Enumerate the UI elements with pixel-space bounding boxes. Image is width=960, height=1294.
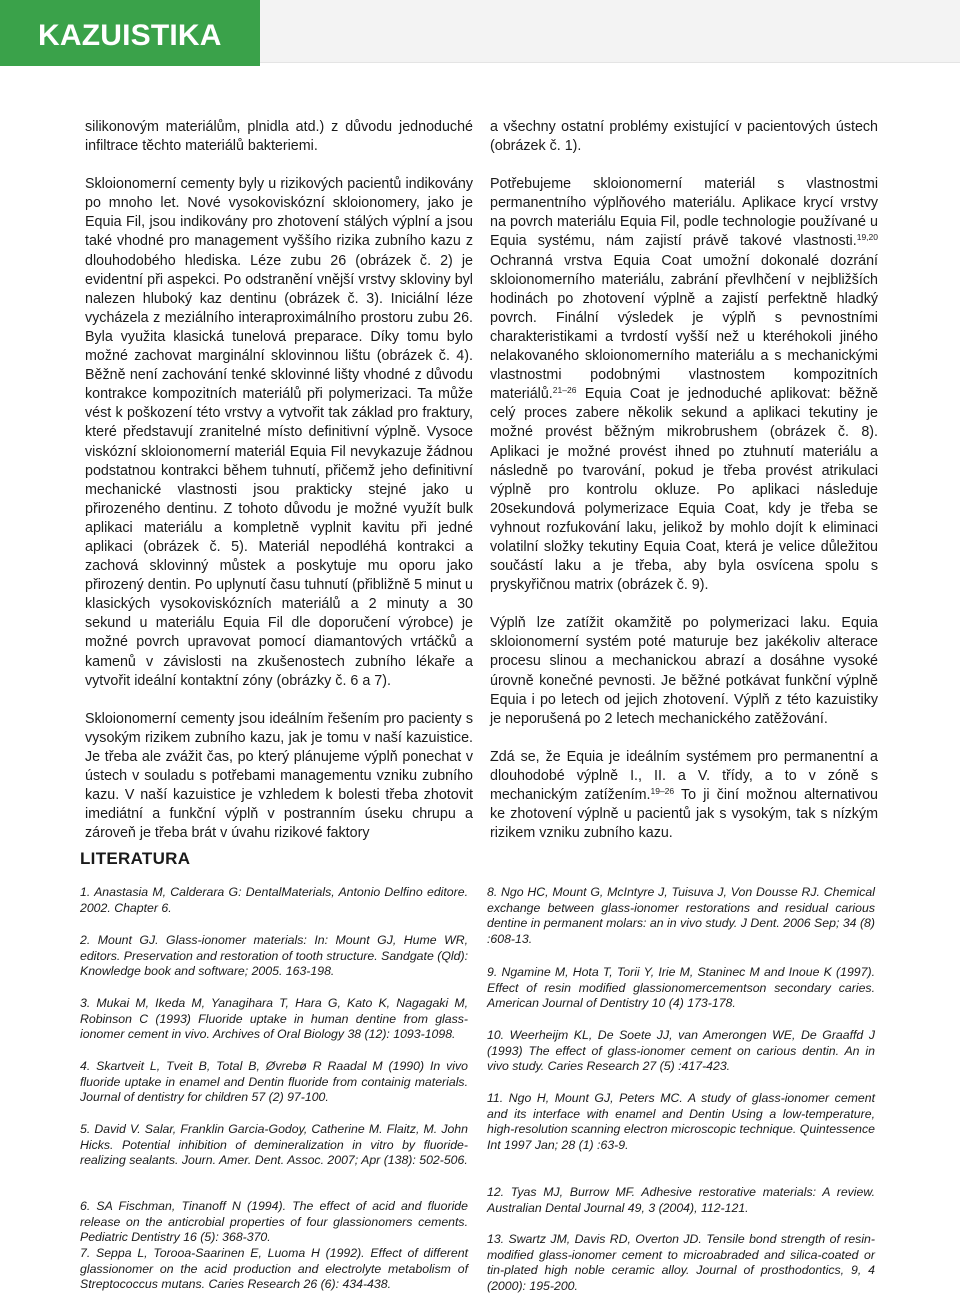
paragraph: silikonovým materiálům, plnidla atd.) z důvodu jednoduché infiltrace těchto materiálů bakteriemi.: [85, 119, 473, 155]
reference-item: 2. Mount GJ. Glass-ionomer materials: In: Mount GJ, Hume WR, editors. Preservation and restoration of tooth structure. Sandgate (Qld): Knowledge book and software; 2005. 163-198.: [80, 933, 468, 979]
citation-superscript: 19,20: [856, 232, 878, 243]
paragraph-text: Zdá se, že Equia je ideálním systémem pro permanentní a dlouhodobé výplně I., II. a V. třídy, a to v zóně s mechanickým zatížením.: [490, 748, 878, 803]
reference-item: 1. Anastasia M, Calderara G: DentalMaterials, Antonio Delfino editore. 2002. Chapter 6.: [80, 885, 468, 915]
paragraph: Skloionomerní cementy byly u rizikových pacientů indikovány po mnoho let. Nové vysokoviskózní skloionomery, jako je Equia Fil, jsou indikovány pro zhotovení stálých výplní a jsou také vhodné pro management vyššího rizika zubního kazu z dlouhodobého hlediska. Léze zubu 26 (obrázek č. 2) je evidentní při aspekci. Po odstranění vnější vrstvy skloviny byl nalezen hluboký kaz dentinu (obrázek č. 3). Iniciální léze vycházela z meziálního interaproximálního prostoru zubu 26. Byla využita klasická tunelová preparace. Díky tomu bylo možné zachovat marginální sklovinnou lištu (obrázek č. 4). Běžně není zachování tenké sklovinné lišty vhodné z důvodu kontrakce kompozitních materiálů při polymerizaci. Ta může vést k poškození této vrstvy a vytvořit tak základ pro fraktury, které představují zranitelné místo definitivní výplně. Vysoce viskózní skloionomerní materiál Equia Fil nevykazuje žádnou podstatnou kontrakci během tuhnutí, přičemž jeho definitivní mechanické vlastnosti jsou prakticky stejné jako u přirozeného dentinu. Z tohoto důvodu je možné využít bulk aplikaci materiálu a kompletně vyplnit kavitu při jedné aplikaci (obrázek č. 5). Materiál nepodléhá kontrakci a zachová sklovinný můstek a poskytuje mu oporu jako přirozený dentin. Po uplynutí času tuhnutí (přibližně 5 minut u klasických vysokoviskózních materiálů a 2 minuty a 30 sekund u materiálu Equia Fil dle doporučení výrobce) je možné povrch upravovat pomocí diamantových vrtáčků a kamenů v závislosti na zkušenostech zubního lékaře a vytvořit ideální kontaktní zóny (obrázky č. 6 a 7).: [85, 176, 473, 689]
right-column: [490, 118, 878, 843]
paragraph: [490, 748, 878, 843]
reference-item: 6. SA Fischman, Tinanoff N (1994). The effect of acid and fluoride release on the anticrobial properties of four glassionomers cements. Pediatric Dentistry 16 (5): 368-370.: [80, 1199, 468, 1245]
paragraph-text: Potřebujeme skloionomerní materiál s vlastnostmi permanentního výplňového materiálu. Aplikace krycí vrstvy na povrch materiálu Equia Fil, podle technologie používané u Equia systému, nám zajistí právě takové vlastnosti.: [490, 176, 878, 250]
page-title: KAZUISTIKA: [38, 19, 222, 52]
reference-item: 10. Weerheijm KL, De Soete JJ, van Amerongen WE, De Graaffd J (1993) The effect of glass-ionomer cement on carious dentin. An in vivo study. Caries Research 27 (5) :417-423.: [487, 1028, 875, 1074]
paragraph: [490, 175, 878, 595]
reference-item: 3. Mukai M, Ikeda M, Yanagihara T, Hara G, Kato K, Nagagaki M, Robinson C (1993) Fluoride uptake in human dentine from glass-ionomer cement in vivo. Archives of Oral Biology 38 (12): 1093-1098.: [80, 996, 468, 1042]
paragraph: a všechny ostatní problémy existující v pacientových ústech (obrázek č. 1).: [490, 119, 878, 155]
reference-item: 9. Ngamine M, Hota T, Torii Y, Irie M, Staninec M and Inoue K (1997). Effect of resin modified glassionomercementson secondary caries. American Journal of Dentistry 10 (4) 173-178.: [487, 965, 875, 1011]
paragraph-text: To ji činí možnou alternativou ke zhotovení výplně u pacientů jak s vysokým, tak s nízkým rizikem vzniku zubního kazu.: [490, 787, 878, 842]
citation-superscript: 19–26: [650, 786, 675, 796]
paragraph-text: Equia Coat je jednoduché aplikovat: běžně celý proces zabere několik sekund a aplikaci tekutiny je možné provést běžným mikrobrushem (obrázek č. 8). Aplikaci je možné provést ihned po ztuhnutí materiálu a následně po tvarování, pokud je třeba provést atrikulaci výplně pro kontrolu okluze. Po aplikaci následuje 20sekundová polymerizace Equia Coat, kdy je třeba se vyhnout rozfukování laku, jelikož by mohlo dojít k eliminaci volatilní složky tekutiny Equia Coat, která je velice důležitou součástí laku a je třeba, aby byla osvícena spolu s pryskyřičnou matrix (obrázek č. 9).: [490, 386, 878, 594]
reference-item: 11. Ngo H, Mount GJ, Peters MC. A study of glass-ionomer cement and its interface with enamel and Dentin Using a low-temperature, high-resolution scanning electron microscopic technique. Quintessence Int 1997 Jan; 28 (1) :63-9.: [487, 1091, 875, 1152]
reference-item: 8. Ngo HC, Mount G, McIntyre J, Tuisuva J, Von Dousse RJ. Chemical exchange between glass-ionomer restorations and residual carious dentine in permanent molars: an in vivo study. J Dent. 2006 Sep; 34 (8) :608-13.: [487, 885, 875, 946]
left-column: [85, 118, 473, 843]
reference-item: 7. Seppa L, Torooa-Saarinen E, Luoma H (1992). Effect of different glassionomer on the acid production and electrolyte metabolism of Streptococcus mutans. Caries Research 26 (6): 434-438.: [80, 1246, 468, 1292]
paragraph: Skloionomerní cementy jsou ideálním řešením pro pacienty s vysokým rizikem zubního kazu, jak je tomu v naší kazuistice. Je třeba ale zvážit čas, po který plánujeme výplň ponechat v ústech v souladu s potřebami managementu vzniku zubního kazu. V naší kazuistice je vzhledem k bolesti třeba zhotovit imediátní a funkční výplň v postranním úseku chrupu a zároveň je třeba brát v úvahu rizikové faktory: [85, 710, 473, 842]
paragraph: Výplň lze zatížit okamžitě po polymerizaci laku. Equia skloionomerní systém poté maturuje bez jakékoliv alterace procesu slinou a mechanickou abrazí a dosáhne vysoké úrovně konečné pevnosti. Je běžné potkávat funkční výplně Equia i po letech od jejich zhotovení. Výplň z této kazuistiky je neporušená po 2 letech mechanického zatěžování.: [490, 615, 878, 727]
reference-item: 12. Tyas MJ, Burrow MF. Adhesive restorative materials: A review. Australian Dental Journal 49, 3 (2004), 112-121.: [487, 1185, 875, 1215]
citation-superscript: 21–26: [552, 385, 577, 396]
header-tab: [0, 0, 260, 66]
paragraph-text: Ochranná vrstva Equia Coat umožní dokonalé dozrání skloionomerního materiálu, zabrání převlhčení v nejbližších hodinách po zhotovení výplně a zajistí perfektně hladký povrch. Finální výsledek je výplň s pevnostními charakteristikami a tvrdostí vyšší než u kteréhokoli jiného nelakovaného skloionomerního materiálu a s mechanickými vlastnostmi podobnými vlastnostem kompozitních materiálů.: [490, 252, 878, 403]
literature-heading: LITERATURA: [80, 849, 191, 868]
reference-item: 4. Skartveit L, Tveit B, Total B, Øvrebø R Raadal M (1990) In vivo fluoride uptake in enamel and Dentin fluoride from containig materials. Journal of dentistry for children 57 (2) 97-100.: [80, 1059, 468, 1105]
reference-item: 13. Swartz JM, Davis RD, Overton JD. Tensile bond strength of resin-modified glass-ionomer cement to microabraded and silica-coated or tin-plated high noble ceramic alloy. Journal of prosthodontics, 9, 4 (2000): 195-200.: [487, 1232, 875, 1293]
reference-item: 5. David V. Salar, Franklin Garcia-Godoy, Catherine M. Flaitz, M. John Hicks. Potential inhibition of demineralization in vitro by fluoride-realizing sealants. Journ. Amer. Dent. Assoc. 2007; Apr (138): 502-506.: [80, 1122, 468, 1168]
